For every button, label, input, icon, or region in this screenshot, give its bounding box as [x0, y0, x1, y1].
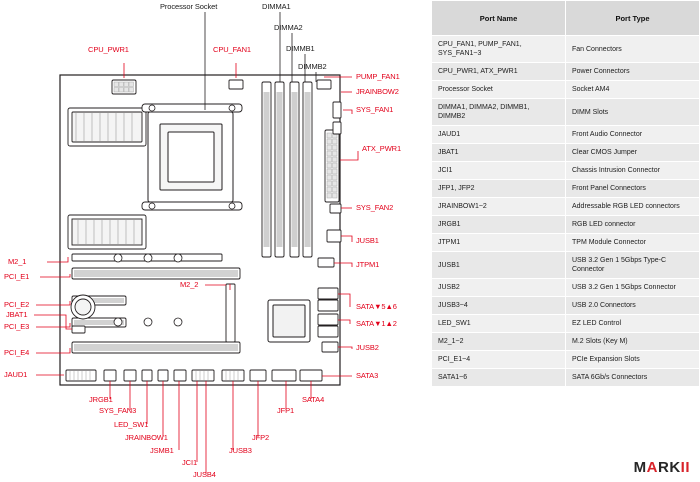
diagram-label-jusb1: JUSB1 [356, 236, 379, 245]
diagram-label-dimma1: DIMMA1 [262, 2, 291, 11]
diagram-label-jci1: JCI1 [182, 458, 198, 467]
cell-port-name: CPU_PWR1, ATX_PWR1 [432, 63, 566, 81]
port-table-body [432, 36, 700, 387]
cell-port-name: DIMMA1, DIMMA2, DIMMB1, DIMMB2 [432, 99, 566, 126]
cell-port-type: Addressable RGB LED connectors [566, 198, 700, 216]
cell-port-name: JCI1 [432, 162, 566, 180]
diagram-label-cpu-pwr1: CPU_PWR1 [88, 45, 129, 54]
column-header-port-name: Port Name [432, 1, 566, 36]
table-row [432, 297, 700, 315]
diagram-label-led-sw1: LED_SW1 [114, 420, 149, 429]
watermark-part-2: A [646, 459, 658, 476]
table-row [432, 315, 700, 333]
cell-port-type: Front Panel Connectors [566, 180, 700, 198]
table-row [432, 144, 700, 162]
cell-port-name: JUSB1 [432, 252, 566, 279]
cell-port-name: JAUD1 [432, 126, 566, 144]
cell-port-type: TPM Module Connector [566, 234, 700, 252]
diagram-label-jusb2: JUSB2 [356, 343, 379, 352]
cell-port-type: Power Connectors [566, 63, 700, 81]
diagram-label-jbat1: JBAT1 [6, 310, 28, 319]
cell-port-name: JRGB1 [432, 216, 566, 234]
table-row [432, 216, 700, 234]
table-row [432, 369, 700, 387]
cell-port-name: JRAINBOW1~2 [432, 198, 566, 216]
diagram-label-sys-fan2: SYS_FAN2 [356, 203, 394, 212]
cell-port-name: Processor Socket [432, 81, 566, 99]
cell-port-name: JTPM1 [432, 234, 566, 252]
port-table-head [432, 1, 700, 36]
diagram-label-sata3: SATA3 [356, 371, 379, 380]
cell-port-name: CPU_FAN1, PUMP_FAN1, SYS_FAN1~3 [432, 36, 566, 63]
cell-port-name: JUSB3~4 [432, 297, 566, 315]
diagram-label-m2-1: M2_1 [8, 257, 27, 266]
diagram-label-jfp1: JFP1 [277, 406, 295, 415]
diagram-label-jusb4: JUSB4 [193, 470, 216, 479]
cell-port-name: LED_SW1 [432, 315, 566, 333]
cell-port-name: SATA1~6 [432, 369, 566, 387]
cell-port-name: JBAT1 [432, 144, 566, 162]
diagram-label-atx-pwr1: ATX_PWR1 [362, 144, 402, 153]
table-row [432, 351, 700, 369]
diagram-label-pump-fan1: PUMP_FAN1 [356, 72, 400, 81]
diagram-label-pci-e3: PCI_E3 [4, 322, 30, 331]
watermark-part-1: M [633, 459, 647, 476]
cell-port-type: Fan Connectors [566, 36, 700, 63]
watermark-part-3: RK [657, 459, 681, 476]
watermark-part-4: II [680, 459, 690, 476]
diagram-label-dimma2: DIMMA2 [274, 23, 303, 32]
cell-port-name: M2_1~2 [432, 333, 566, 351]
cell-port-name: JUSB2 [432, 279, 566, 297]
diagram-label-jsmb1: JSMB1 [150, 446, 174, 455]
cell-port-type: Chassis Intrusion Connector [566, 162, 700, 180]
cell-port-type: Front Audio Connector [566, 126, 700, 144]
table-row [432, 99, 700, 126]
cell-port-type: USB 3.2 Gen 1 5Gbps Type-C Connector [566, 252, 700, 279]
table-row [432, 180, 700, 198]
cell-port-type: Socket AM4 [566, 81, 700, 99]
port-table [431, 0, 700, 387]
cell-port-type: M.2 Slots (Key M) [566, 333, 700, 351]
cell-port-name: PCI_E1~4 [432, 351, 566, 369]
diagram-label-sata12: SATA▼1▲2 [356, 319, 397, 328]
table-row [432, 198, 700, 216]
table-row [432, 279, 700, 297]
table-header-row [432, 1, 700, 36]
diagram-label-pci-e2: PCI_E2 [4, 300, 30, 309]
diagram-label-dimmb1: DIMMB1 [286, 44, 315, 53]
cell-port-type: USB 3.2 Gen 1 5Gbps Connector [566, 279, 700, 297]
diagram-label-jfp2: JFP2 [252, 433, 270, 442]
column-header-port-type: Port Type [566, 1, 700, 36]
cell-port-type: RGB LED connector [566, 216, 700, 234]
cell-port-type: SATA 6Gb/s Connectors [566, 369, 700, 387]
diagram-label-jrgb1: JRGB1 [89, 395, 113, 404]
diagram-label-sys-fan1: SYS_FAN1 [356, 105, 394, 114]
diagram-label-jtpm1: JTPM1 [356, 260, 380, 269]
diagram-label-jrainbow1: JRAINBOW1 [125, 433, 168, 442]
diagram-label-sata4: SATA4 [302, 395, 325, 404]
table-row [432, 162, 700, 180]
table-row [432, 333, 700, 351]
cell-port-name: JFP1, JFP2 [432, 180, 566, 198]
table-row [432, 252, 700, 279]
diagram-label-processor-socket: Processor Socket [160, 2, 218, 11]
diagram-label-sys-fan3: SYS_FAN3 [99, 406, 137, 415]
table-row [432, 36, 700, 63]
diagram-label-m2-2: M2_2 [180, 280, 199, 289]
cell-port-type: PCIe Expansion Slots [566, 351, 700, 369]
diagram-label-cpu-fan1: CPU_FAN1 [213, 45, 251, 54]
diagram-label-jaud1: JAUD1 [4, 370, 28, 379]
diagram-label-sata56: SATA▼5▲6 [356, 302, 397, 311]
watermark-logo [634, 459, 690, 476]
table-row [432, 126, 700, 144]
table-row [432, 63, 700, 81]
diagram-label-pci-e4: PCI_E4 [4, 348, 30, 357]
table-row [432, 81, 700, 99]
diagram-label-dimmb2: DIMMB2 [298, 62, 327, 71]
diagram-label-jrainbow2: JRAINBOW2 [356, 87, 399, 96]
cell-port-type: DIMM Slots [566, 99, 700, 126]
diagram-label-jusb3: JUSB3 [229, 446, 252, 455]
cell-port-type: USB 2.0 Connectors [566, 297, 700, 315]
diagram-label-pci-e1: PCI_E1 [4, 272, 30, 281]
cell-port-type: Clear CMOS Jumper [566, 144, 700, 162]
cell-port-type: EZ LED Control [566, 315, 700, 333]
table-row [432, 234, 700, 252]
port-table-container [431, 0, 700, 482]
